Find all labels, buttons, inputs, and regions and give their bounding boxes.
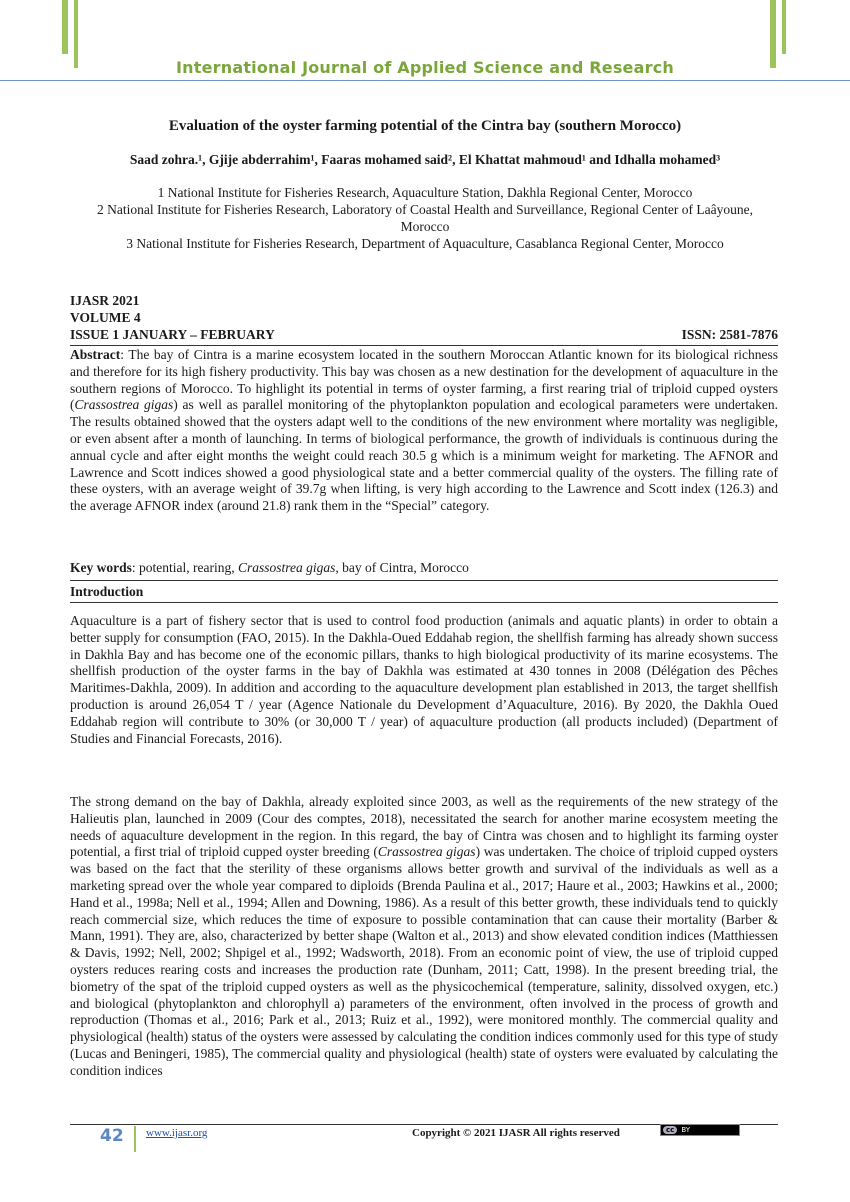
paragraph-2-species: Crassostrea gigas xyxy=(377,844,476,860)
footer-accent-bar xyxy=(134,1126,136,1152)
abstract xyxy=(70,347,778,515)
affiliations xyxy=(80,184,770,252)
paper-title: Evaluation of the oyster farming potential of the Cintra bay (southern Morocco) xyxy=(168,118,682,134)
paragraph-2-text-a: The strong demand on the bay of Dakhla, already exploited since 2003, as well as the requirements of the new strategy of the Halieutis plan, launched in 2009 (Cour des comptes, 2018), necessitated the search for another marine ecosystem meeting the needs of aquaculture development in the region. In this regard, the bay of Cintra was chosen and to highlight its farming oyster potential, a first trial of triploid cupped oyster breeding ( xyxy=(70,794,778,860)
abstract-species: Crassostrea gigas xyxy=(74,397,174,413)
introduction-divider xyxy=(70,602,778,603)
abstract-text-a: : The bay of Cintra is a marine ecosystem located in the southern Moroccan Atlantic known for its biological richness and therefore for its high fishery productivity. This bay was chosen as a new destination for the development of aquaculture in the southern regions of Morocco. To highlight its potential in terms of oyster farming, a first rearing trial of triploid cupped oysters ( xyxy=(70,347,778,413)
affiliation-3: 3 National Institute for Fisheries Research, Department of Aquaculture, Casablanca Regional Center, Morocco xyxy=(126,236,724,251)
page-number: 42 xyxy=(100,1126,124,1146)
meta-divider xyxy=(70,345,778,346)
abstract-label: Abstract xyxy=(70,347,121,362)
header-divider xyxy=(0,80,850,81)
keywords-text-b: , bay of Cintra, Morocco xyxy=(335,560,469,575)
introduction-paragraph-1: Aquaculture is a part of fishery sector that is used to control food production (animals and aquatic plants) in order to obtain a better supply for consumption (FAO, 2015). In the Dakhla-Oued Eddahab region, the shellfish farming has already shown success in Dakhla Bay and has become one of the economic pillars, thanks to high biological productivity of its marine ecosystems. The shellfish production of the oyster farms in the bay of Dakhla was estimated at 430 tonnes in 2008 (Délégation des Pêches Maritimes-Dakhla, 2009). In addition and according to the aquaculture development plan established in 2013, the target shellfish production is around 26,054 T / year (Agence Nationale du Development d’Aquaculture, 2016). By 2020, the Dakhla Oued Eddahab region will contribute to 30% (or 30,000 T / year) of aquaculture production (all products included) (Department of Studies and Financial Forecasts, 2016). xyxy=(70,613,778,746)
keywords-divider xyxy=(70,580,778,581)
header-decoration-bar-left xyxy=(62,0,68,54)
affiliation-1: 1 National Institute for Fisheries Research, Aquaculture Station, Dakhla Regional Center, Morocco xyxy=(157,185,693,200)
journal-name: International Journal of Applied Science and Research xyxy=(176,58,674,77)
keywords-species: Crassostrea gigas xyxy=(237,560,336,575)
paragraph-2-text-b: ) was undertaken. The choice of triploid cupped oysters was based on the fact that the sterility of these organisms allows better growth and survival of the individuals as well as a marketing spread over the whole year compared to diploids (Brenda Paulina et al., 2017; Haure et al., 2003; Hawkins et al., 2000; Hand et al., 1998a; Nell et al., 1994; Allen and Downing, 1986). As a result of this better growth, these individuals tend to quickly reach commercial size, which reduces the time of exposure to possible contamination that can cause their mortality (Barber & Mann, 1991). They are, also, characterized by better shape (Walton et al., 2013) and show elevated condition indices (Matthiessen & Davis, 1992; Nell, 2002; Shpigel et al., 1992; Wadsworth, 2018). From an economic point of view, the use of triploid cupped oysters reduces rearing costs and increases the production rate (Dunham, 2011; Catt, 1998). In the present breeding trial, the biometry of the spat of the triploid cupped oysters as well as the physicochemical (temperature, salinity, dissolved oxygen, etc.) and biological (phytoplankton and chlorophyll a) parameters of the environment, often involved in the process of growth and reproduction (Thomas et al., 2016; Park et al., 2013; Ruiz et al., 1992), were monitored monthly. The commercial quality and physiological (health) status of the oysters were assessed by calculating the condition indices commonly used for this type of study (Lucas and Beningeri, 1985), The commercial quality and physiological (health) state of oysters were evaluated by calculating the condition indices xyxy=(70,844,778,1078)
journal-year: IJASR 2021 xyxy=(70,293,140,308)
copyright-notice: Copyright © 2021 IJASR All rights reserved xyxy=(412,1127,620,1139)
keywords-text-a: : potential, rearing, xyxy=(131,560,238,575)
keywords xyxy=(70,560,778,576)
introduction-heading: Introduction xyxy=(70,584,144,599)
abstract-text-b: ) as well as parallel monitoring of the phytoplankton population and ecological parameters were undertaken. The results obtained showed that the oysters adapt well to the conditions of the new environment where mortality was negligible, or even absent after a month of launching. In terms of biological performance, the growth of individuals is continuous during the annual cycle and after eight months the weight could reach 30.5 g which is a minimum weight for marketing. The AFNOR and Lawrence and Scott indices showed a good physiological state and a better commercial quality of the oysters. The filling rate of these oysters, with an average weight of 39.7g when lifting, is very high according to the Lawrence and Scott index (126.3) and the average AFNOR index (around 21.8) rank them in the “Special” category. xyxy=(70,397,778,514)
issue-row xyxy=(70,326,778,343)
introduction-paragraph-2 xyxy=(70,794,778,1080)
keywords-label: Key words xyxy=(70,560,132,575)
cc-mark: cc xyxy=(663,1126,677,1134)
issue-meta xyxy=(70,292,778,343)
paper-authors: Saad zohra.¹, Gjije abderrahim¹, Faaras mohamed said², El Khattat mahmoud¹ and Idhalla mohamed³ xyxy=(129,152,721,167)
volume: VOLUME 4 xyxy=(70,310,141,325)
issue: ISSUE 1 JANUARY – FEBRUARY xyxy=(70,327,275,342)
website-link[interactable]: www.ijasr.org xyxy=(146,1127,208,1139)
issn: ISSN: 2581-7876 xyxy=(681,327,778,342)
cc-license-badge-icon xyxy=(660,1124,740,1136)
affiliation-2: 2 National Institute for Fisheries Research, Laboratory of Coastal Health and Surveillance, Regional Center of Laâyoune, Morocco xyxy=(96,202,754,234)
header-decoration-bar-right xyxy=(782,0,786,54)
cc-by: BY xyxy=(681,1126,691,1134)
